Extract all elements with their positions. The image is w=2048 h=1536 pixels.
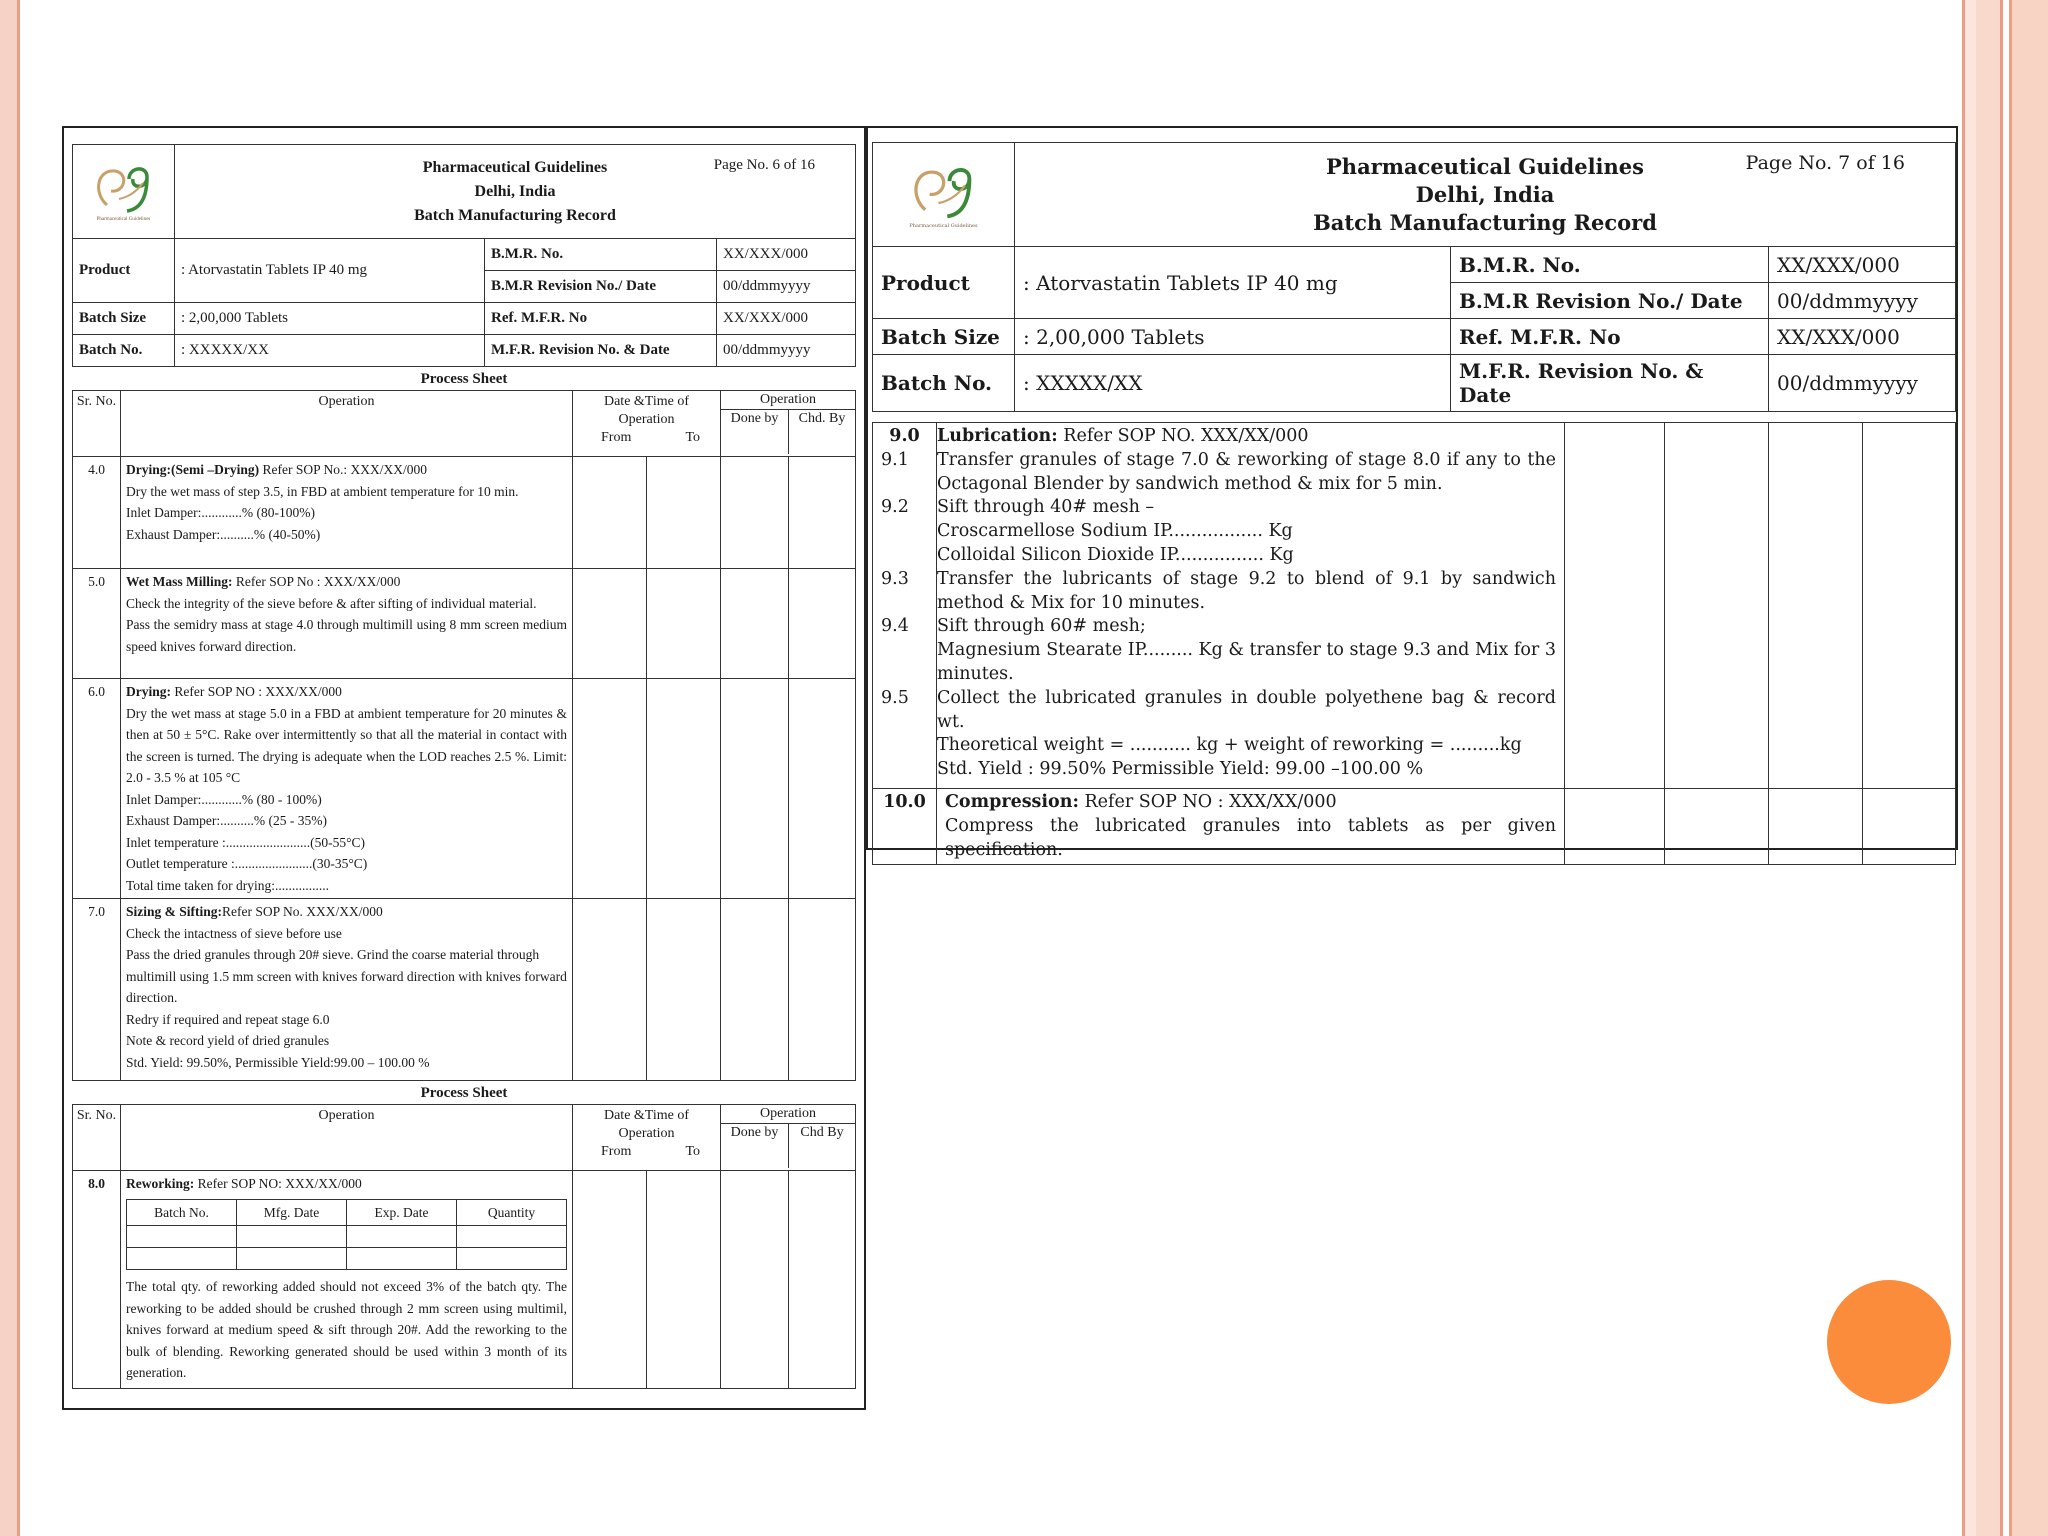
step-number: 9.1 [881, 449, 909, 470]
slide-left-border [0, 0, 20, 1536]
slide-right-edge [2012, 0, 2048, 1536]
row-number: 8.0 [73, 1171, 121, 1389]
mfr-revision-value: 00/ddmmyyyy [717, 335, 856, 367]
product-info-table [72, 238, 856, 367]
col-to: To [685, 430, 701, 445]
step-number: 9.2 [881, 497, 909, 518]
accent-circle [1827, 1280, 1951, 1404]
page-header [72, 144, 856, 239]
bmr-no-label: B.M.R. No. [491, 246, 564, 262]
batch-no-label: Batch No. [79, 342, 143, 358]
batch-size-value: : 2,00,000 Tablets [1015, 319, 1451, 355]
slide-right-stripe [2000, 0, 2012, 1536]
row-number: 6.0 [73, 679, 121, 899]
process-sheet-title: Process Sheet [420, 371, 508, 387]
header-title-block [175, 145, 856, 239]
rw-col-batch-no: Batch No. [127, 1199, 237, 1226]
row-number: 5.0 [73, 569, 121, 679]
row-operation: Compression: Refer SOP NO : XXX/XX/000 Compress the lubricated granules into tablets as per given specification. [937, 789, 1565, 865]
process-sheet-table-2 [72, 1104, 856, 1389]
col-from: From [601, 1144, 632, 1159]
bmr-revision-label: B.M.R Revision No./ Date [491, 278, 656, 294]
reworking-table [126, 1199, 567, 1271]
col-operation-group: Operation Done by Chd. By [721, 391, 856, 457]
col-sr-no: Sr. No. [73, 1105, 121, 1171]
batch-no-value: : XXXXX/XX [1015, 355, 1451, 412]
record-title: Batch Manufacturing Record [1313, 209, 1657, 235]
logo-icon [902, 159, 986, 223]
mfr-revision-label: M.F.R. Revision No. & Date [1459, 359, 1704, 407]
row-number: 9.0 [873, 423, 937, 789]
bmr-revision-value: 00/ddmmyyyy [1769, 283, 1956, 319]
product-info-table [872, 246, 1956, 412]
row-operation: Lubrication: Refer SOP NO. XXX/XX/000 9.1 Transfer granules of stage 7.0 & reworking of stage 8.0 if any to the Octagonal Blender by sandwich method & mix for 5 min. 9.2 Sift through 40# mesh – Croscarmellose Sodium IP................. Kg Colloidal Silicon Dioxide IP................ Kg 9.3 Transfer the lubricants of stage 9.2 to blend of 9.1 by sandwich method & Mix for 10 minutes. 9.4 Sift through 60# mesh; Magnesium Stearate IP......... Kg & transfer to stage 9.3 and Mix for 3 minutes. 9.5 Collect the lubricated granules in double polyethene bag & record wt. Theoretical weight = ........... kg + weight of reworking = .........kg Std. Yield : 99.50% Permissible Yield: 99.00 –100.00 % [937, 423, 1565, 789]
company-location: Delhi, India [1415, 181, 1555, 207]
row-operation: Reworking: Refer SOP NO: XXX/XX/000 Batch No. Mfg. Date Exp. Date Quantity The total qty. of reworking added should not exceed 3% of the batch qty. The reworking to be added should be crushed through 2 mm screen using multimil, knives forward at medium speed & sift through 20#. Add the reworking to the bulk of blending. Reworking generated should be used within 3 month of its generation. [121, 1171, 573, 1389]
col-date-time: Date &Time of Operation From To [573, 1105, 721, 1171]
process-sheet-table [72, 390, 856, 1081]
page-number: Page No. 7 of 16 [1745, 152, 1905, 174]
logo-caption: Pharmaceutical Guidelines [909, 222, 978, 229]
mfr-revision-label: M.F.R. Revision No. & Date [491, 342, 670, 358]
step-number: 9.5 [881, 687, 909, 708]
table-row [873, 789, 1956, 865]
bmr-no-value: XX/XXX/000 [717, 239, 856, 271]
table-row [873, 423, 1956, 789]
bmr-page-7 [866, 126, 1958, 860]
step-number: 9.4 [881, 616, 909, 637]
company-location: Delhi, India [474, 182, 556, 200]
logo-caption: Pharmaceutical Guidelines [96, 216, 151, 222]
header-title-block [1015, 143, 1956, 247]
row-number: 7.0 [73, 899, 121, 1081]
table-row [73, 1171, 856, 1389]
step-number: 9.3 [881, 568, 909, 589]
col-sr-no: Sr. No. [73, 391, 121, 457]
table-row [73, 569, 856, 679]
batch-no-value: : XXXXX/XX [175, 335, 485, 367]
bmr-revision-value: 00/ddmmyyyy [717, 271, 856, 303]
table-row [73, 457, 856, 569]
rw-col-quantity: Quantity [457, 1199, 567, 1226]
col-checked-by: Chd By [800, 1125, 844, 1140]
mfr-no-label: Ref. M.F.R. No [491, 310, 588, 326]
batch-size-value: : 2,00,000 Tablets [175, 303, 485, 335]
table-row [73, 679, 856, 899]
logo [73, 145, 175, 239]
mfr-no-label: Ref. M.F.R. No [1459, 324, 1621, 349]
row-operation: Sizing & Sifting:Refer SOP No. XXX/XX/000 Check the intactness of sieve before use Pass the dried granules through 20# sieve. Grind the coarse material through multimill using 1.5 mm screen with knives forward direction with knives forward direction. Redry if required and repeat stage 6.0 Note & record yield of dried granules Std. Yield: 99.50%, Permissible Yield:99.00 – 100.00 % [121, 899, 573, 1081]
logo-icon [89, 159, 159, 217]
bmr-no-label: B.M.R. No. [1459, 252, 1581, 277]
record-title: Batch Manufacturing Record [414, 206, 616, 224]
table-row [73, 899, 856, 1081]
rw-col-exp-date: Exp. Date [347, 1199, 457, 1226]
bmr-revision-label: B.M.R Revision No./ Date [1459, 288, 1743, 313]
batch-no-label: Batch No. [881, 371, 993, 395]
company-title: Pharmaceutical Guidelines [422, 158, 608, 176]
logo [873, 143, 1015, 247]
col-operation-group: Operation Done by Chd By [721, 1105, 856, 1171]
row-operation: Drying: Refer SOP NO : XXX/XX/000 Dry the wet mass at stage 5.0 in a FBD at ambient temperature for 20 minutes & then at 50 ± 5°C. Rake over intermittently so that all the material in contact with the screen is turned. The drying is adequate when the LOD reaches 2.5 %. Limit: 2.0 - 3.5 % at 105 °C Inlet Damper:............% (80 - 100%) Exhaust Damper:..........% (25 - 35%) Inlet temperature :.........................(50-55°C) Outlet temperature :.......................(30-35°C) Total time taken for drying:................ [121, 679, 573, 899]
col-date-time: Date &Time of Operation From To [573, 391, 721, 457]
col-to: To [685, 1144, 701, 1159]
batch-size-label: Batch Size [79, 310, 147, 326]
col-from: From [601, 430, 632, 445]
bmr-no-value: XX/XXX/000 [1769, 247, 1956, 283]
row-number: 4.0 [73, 457, 121, 569]
page-number: Page No. 6 of 16 [713, 157, 815, 173]
col-operation: Operation [121, 1105, 573, 1171]
page-header [872, 142, 1956, 247]
product-value: : Atorvastatin Tablets IP 40 mg [1015, 247, 1451, 319]
col-checked-by: Chd. By [798, 411, 846, 426]
step-text: Transfer granules of stage 7.0 & reworking of stage 8.0 if any to the Octagonal Blender by sandwich method & mix for 5 min. [937, 449, 1556, 494]
col-done-by: Done by [721, 410, 789, 454]
step-text: Transfer the lubricants of stage 9.2 to blend of 9.1 by sandwich method & Mix for 10 minutes. [937, 568, 1556, 613]
mfr-no-value: XX/XXX/000 [1769, 319, 1956, 355]
reworking-note: The total qty. of reworking added should not exceed 3% of the batch qty. The reworking to be added should be crushed through 2 mm screen using multimil, knives forward at medium speed & sift through 20#. Add the reworking to the bulk of blending. Reworking generated should be used within 3 month of its generation. [126, 1279, 567, 1380]
product-label: Product [881, 270, 970, 295]
process-table [872, 422, 1956, 865]
col-operation: Operation [121, 391, 573, 457]
rw-col-mfg-date: Mfg. Date [237, 1199, 347, 1226]
mfr-no-value: XX/XXX/000 [717, 303, 856, 335]
mfr-revision-value: 00/ddmmyyyy [1769, 355, 1956, 412]
row-operation: Drying:(Semi –Drying) Refer SOP No.: XXX/XX/000 Dry the wet mass of step 3.5, in FBD at ambient temperature for 10 min. Inlet Damper:............% (80-100%) Exhaust Damper:..........% (40-50%) [121, 457, 573, 569]
process-sheet-title-2: Process Sheet [420, 1085, 508, 1101]
bmr-page-6 [62, 126, 866, 1410]
row-number: 10.0 [873, 789, 937, 865]
slide-right-band [1976, 0, 2000, 1536]
product-label: Product [79, 262, 131, 278]
col-done-by: Done by [721, 1124, 789, 1168]
slide-right-border [1962, 0, 1976, 1536]
row-operation: Wet Mass Milling: Refer SOP No : XXX/XX/000 Check the integrity of the sieve before & after sifting of individual material. Pass the semidry mass at stage 4.0 through multimill using 8 mm screen medium speed knives forward direction. [121, 569, 573, 679]
product-value: : Atorvastatin Tablets IP 40 mg [175, 239, 485, 303]
company-title: Pharmaceutical Guidelines [1326, 153, 1644, 179]
batch-size-label: Batch Size [881, 324, 1000, 349]
